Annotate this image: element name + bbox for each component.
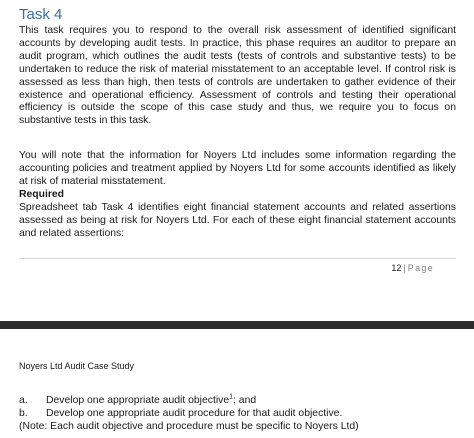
page-number: [391, 263, 434, 273]
list-item-body: Develop one appropriate audit objective: [46, 395, 230, 406]
task-heading: Task 4: [19, 6, 63, 23]
note-text: (Note: Each audit objective and procedure must be specific to Noyers Ltd): [19, 421, 359, 432]
list-item-body: Develop one appropriate audit procedure for that audit objective.: [46, 408, 343, 419]
required-heading: Required: [19, 189, 65, 200]
list-item-text: [46, 407, 342, 420]
page-number-value: 12: [391, 263, 402, 273]
requirements-list: [19, 394, 459, 433]
requirement-paragraph: Spreadsheet tab Task 4 identifies eight financial statement accounts and related assertions assessed as being at risk for Noyers Ltd. For each of these eight financial statement accounts and related assertions:: [19, 202, 456, 239]
list-item: [19, 394, 459, 407]
list-item: [19, 407, 459, 420]
list-item-tail: ; and: [233, 395, 257, 406]
page-number-separator: |: [403, 263, 406, 273]
list-marker: b.: [19, 408, 28, 419]
footnote-ref[interactable]: 1: [229, 393, 234, 401]
footer-divider: [19, 258, 456, 259]
information-paragraph: You will note that the information for Noyers Ltd includes some information regarding the accounting policies and treatment applied by Noyers Ltd for some accounts identified as likely at risk of material misstatement.: [19, 150, 456, 187]
list-marker: a.: [19, 395, 28, 406]
intro-paragraph: This task requires you to respond to the overall risk assessment of identified significant accounts by developing audit tests. In practice, this phase requires an auditor to prepare an audit program, which outlines the audit tests (tests of controls and substantive tests) to be undertaken to reduce the risk of material misstatement to an acceptable level. If control risk is assessed as less than high, then tests of controls are undertaken to gather evidence of their existence and operational efficiency. Assessment of controls and testing their operational efficiency is outside the scope of this case study and thus, we require you to focus on substantive tests in this task.: [19, 25, 456, 127]
running-header: Noyers Ltd Audit Case Study: [19, 361, 135, 371]
page-word: Page: [407, 263, 434, 273]
page-break-gap: [0, 321, 474, 329]
list-item-text: [46, 394, 256, 407]
